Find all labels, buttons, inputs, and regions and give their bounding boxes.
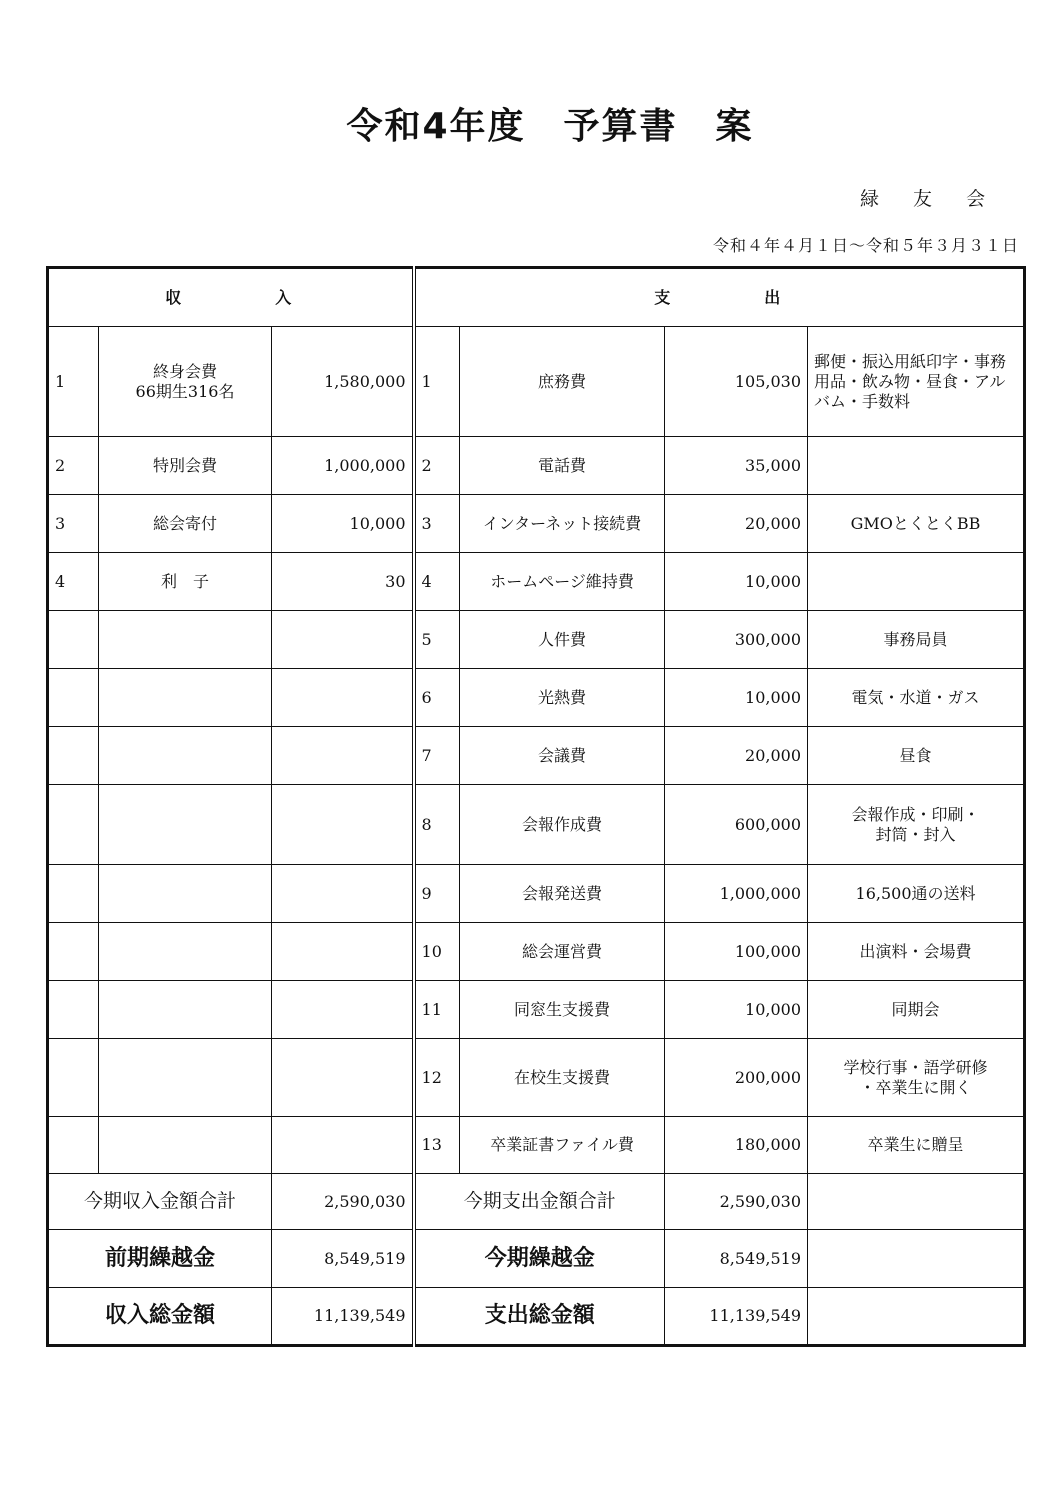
expense-number: 10 [414,923,460,981]
expense-number: 13 [414,1117,460,1174]
budget-table [46,266,1026,1347]
expense-note: 卒業生に贈呈 [808,1117,1025,1174]
expense-amount: 10,000 [665,553,808,611]
income-number [48,611,99,669]
expense-note: 16,500通の送料 [808,865,1025,923]
income-amount: 10,000 [272,495,414,553]
income-amount: 1,000,000 [272,437,414,495]
table-row [48,437,1025,495]
expense-note: 昼食 [808,727,1025,785]
expense-item: インターネット接続費 [460,495,665,553]
carry-out-value: 8,549,519 [665,1230,808,1288]
income-number [48,1117,99,1174]
expense-note: 学校行事・語学研修 ・卒業生に開く [808,1039,1025,1117]
income-number: 2 [48,437,99,495]
expense-amount: 10,000 [665,981,808,1039]
expense-note [808,553,1025,611]
table-row [48,1117,1025,1174]
income-amount [272,669,414,727]
income-item: 総会寄付 [99,495,272,553]
expense-note: 電気・水道・ガス [808,669,1025,727]
totals-row [48,1174,1025,1230]
income-number [48,1039,99,1117]
expense-item: 在校生支援費 [460,1039,665,1117]
totals-row [48,1230,1025,1288]
income-total-label: 今期収入金額合計 [48,1174,272,1230]
income-amount [272,865,414,923]
expense-amount: 300,000 [665,611,808,669]
expense-amount: 20,000 [665,495,808,553]
fiscal-period: 令和４年４月１日〜令和５年３月３１日 [712,236,1019,255]
expense-note: GMOとくとくBB [808,495,1025,553]
income-number [48,865,99,923]
expense-number: 5 [414,611,460,669]
expense-header: 支 出 [414,268,1025,327]
expense-amount: 1,000,000 [665,865,808,923]
expense-note: 出演料・会場費 [808,923,1025,981]
income-grand-label: 収入総金額 [48,1288,272,1346]
income-item [99,981,272,1039]
income-number [48,727,99,785]
expense-note: 会報作成・印刷・ 封筒・封入 [808,785,1025,865]
expense-amount: 100,000 [665,923,808,981]
income-header: 収 入 [48,268,414,327]
income-number: 4 [48,553,99,611]
table-row [48,495,1025,553]
income-number [48,785,99,865]
expense-number: 9 [414,865,460,923]
expense-item: 会報発送費 [460,865,665,923]
income-grand-value: 11,139,549 [272,1288,414,1346]
expense-note [808,437,1025,495]
income-item: 利 子 [99,553,272,611]
income-amount [272,785,414,865]
table-row [48,785,1025,865]
income-number [48,669,99,727]
income-number [48,981,99,1039]
table-row [48,611,1025,669]
expense-amount: 105,030 [665,327,808,437]
carry-in-label: 前期繰越金 [48,1230,272,1288]
expense-amount: 10,000 [665,669,808,727]
expense-item: 電話費 [460,437,665,495]
table-row [48,981,1025,1039]
expense-grand-value: 11,139,549 [665,1288,808,1346]
expense-total-label: 今期支出金額合計 [414,1174,665,1230]
income-amount: 1,580,000 [272,327,414,437]
expense-amount: 20,000 [665,727,808,785]
table-row [48,327,1025,437]
expense-note: 同期会 [808,981,1025,1039]
expense-number: 6 [414,669,460,727]
table-row [48,669,1025,727]
income-item [99,785,272,865]
expense-number: 4 [414,553,460,611]
organization-name: 緑 友 会 [860,188,1000,210]
income-amount [272,611,414,669]
expense-number: 8 [414,785,460,865]
income-amount [272,727,414,785]
income-number: 3 [48,495,99,553]
document-title: 令和4年度 予算書 案 [346,106,754,147]
income-item [99,727,272,785]
expense-item: 同窓生支援費 [460,981,665,1039]
expense-note: 事務局員 [808,611,1025,669]
expense-item: 光熱費 [460,669,665,727]
income-item: 終身会費 66期生316名 [99,327,272,437]
table-row [48,923,1025,981]
income-amount [272,1039,414,1117]
expense-number: 12 [414,1039,460,1117]
income-item [99,1117,272,1174]
expense-amount: 35,000 [665,437,808,495]
table-row [48,1039,1025,1117]
table-row [48,727,1025,785]
totals-row [48,1288,1025,1346]
expense-grand-label: 支出総金額 [414,1288,665,1346]
totals-note-empty [808,1288,1025,1346]
expense-item: 会報作成費 [460,785,665,865]
expense-number: 1 [414,327,460,437]
income-number [48,923,99,981]
expense-amount: 200,000 [665,1039,808,1117]
expense-number: 3 [414,495,460,553]
expense-number: 2 [414,437,460,495]
expense-total-value: 2,590,030 [665,1174,808,1230]
income-number: 1 [48,327,99,437]
expense-number: 11 [414,981,460,1039]
totals-note-empty [808,1174,1025,1230]
income-item [99,865,272,923]
expense-item: 総会運営費 [460,923,665,981]
expense-item: 会議費 [460,727,665,785]
income-total-value: 2,590,030 [272,1174,414,1230]
income-amount: 30 [272,553,414,611]
expense-amount: 180,000 [665,1117,808,1174]
expense-number: 7 [414,727,460,785]
expense-note: 郵便・振込用紙印字・事務用品・飲み物・昼食・アルバム・手数料 [808,327,1025,437]
totals-note-empty [808,1230,1025,1288]
expense-item: 人件費 [460,611,665,669]
expense-amount: 600,000 [665,785,808,865]
expense-item: 卒業証書ファイル費 [460,1117,665,1174]
income-item [99,1039,272,1117]
income-item: 特別会費 [99,437,272,495]
income-amount [272,923,414,981]
carry-out-label: 今期繰越金 [414,1230,665,1288]
expense-item: ホームページ維持費 [460,553,665,611]
income-amount [272,1117,414,1174]
table-row [48,865,1025,923]
expense-item: 庶務費 [460,327,665,437]
table-row [48,553,1025,611]
income-item [99,611,272,669]
carry-in-value: 8,549,519 [272,1230,414,1288]
income-item [99,923,272,981]
income-item [99,669,272,727]
income-amount [272,981,414,1039]
